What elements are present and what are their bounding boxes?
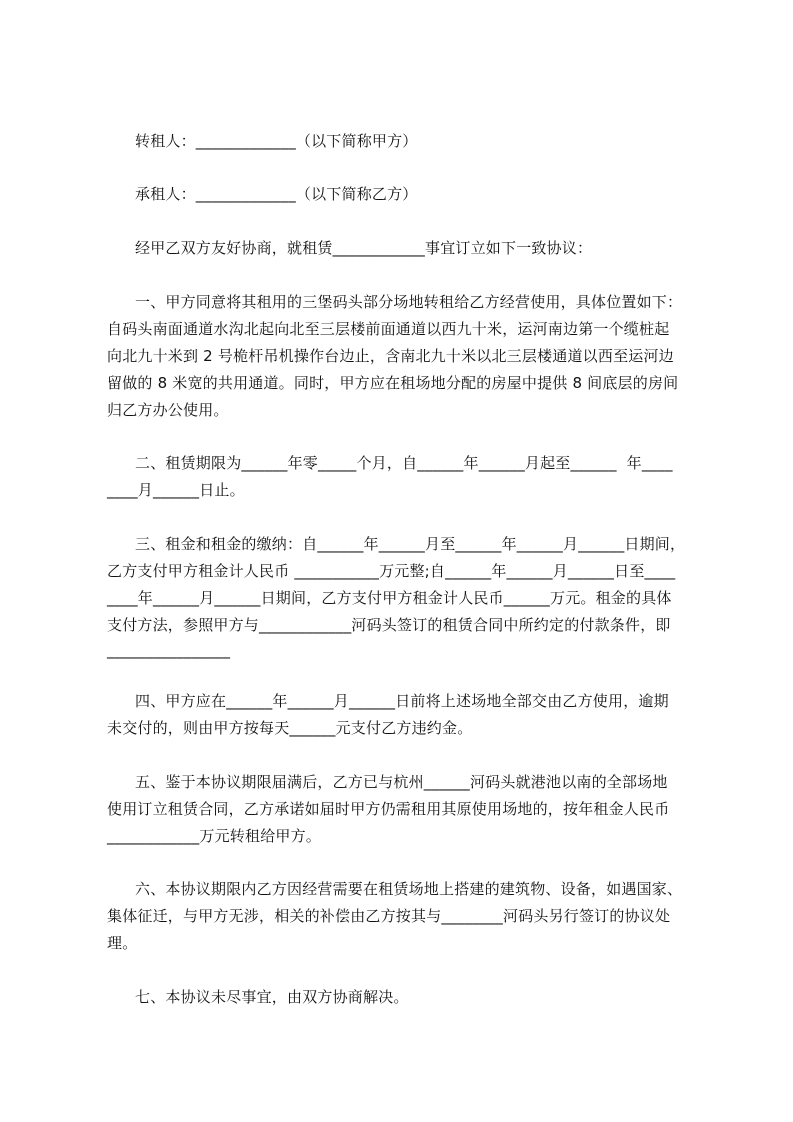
clause7-line: 七、本协议未尽事宜，由双方协商解决。 [135,988,409,1006]
clause6-line: 六、本协议期限内乙方因经营需要在租赁场地上搭建的建筑物、设备，如遇国家、 [135,880,683,898]
clause5-line: 五、鉴于本协议期限届满后，乙方已与杭州______河码头就港池以南的全部场地 [135,773,668,791]
clause5-line: 使用订立租赁合同，乙方承诺如届时甲方仍需租用其原使用场地的，按年租金人民币 [107,800,670,818]
clause3-line: 支付方法，参照甲方与____________河码头签订的租赁合同中所约定的付款条件，即 [107,616,671,634]
clause3-line: ________________ [107,641,231,659]
clause6-line: 理。 [107,934,138,952]
clause1-line: 留做的 8 米宽的共用通道。同时，甲方应在租场地分配的房屋中提供 8 间底层的房间 [107,374,679,392]
clause1-line: 自码头南面通道水沟北起向北至三层楼前面通道以西九十米，运河南边第一个缆桩起 [107,320,670,338]
clause5-line: ____________万元转租给甲方。 [107,827,322,845]
clause1-line: 归乙方办公使用。 [107,401,229,419]
clause4-line: 未交付的，则由甲方按每天______元支付乙方违约金。 [107,719,473,737]
party-a-line: 转租人：_____________（以下简称甲方） [135,132,418,150]
clause3-line: ____年______月______日期间，乙方支付甲方租金计人民币______万元。租金的具体 [107,589,672,607]
clause2-line: ____月______日止。 [107,481,245,499]
clause6-line: 集体征迁，与甲方无涉，相关的补偿由乙方按其与________河码头另行签订的协议处 [107,907,671,925]
party-b-line: 承租人：_____________（以下简称乙方） [135,185,418,203]
clause1-line: 向北九十米到 2 号桅杆吊机操作台边止，含南北九十米以北三层楼通道以西至运河边 [107,347,674,365]
clause1-line: 一、甲方同意将其租用的三堡码头部分场地转租给乙方经营使用，具体位置如下： [135,293,683,311]
clause3-line: 三、租金和租金的缴纳：自______年______月至______年______月______日期间， [135,535,686,553]
clause2-line: 二、租赁期限为______年零_____个月，自______年______月起至______ 年____ [135,454,673,472]
clause3-line: 乙方支付甲方租金计人民币 ___________万元整;自______年______月______日至____ [107,562,676,580]
clause4-line: 四、甲方应在______年______月______日前将上述场地全部交由乙方使用，逾期 [135,692,669,710]
intro-line: 经甲乙双方友好协商，就租赁____________事宜订立如下一致协议： [135,239,593,257]
